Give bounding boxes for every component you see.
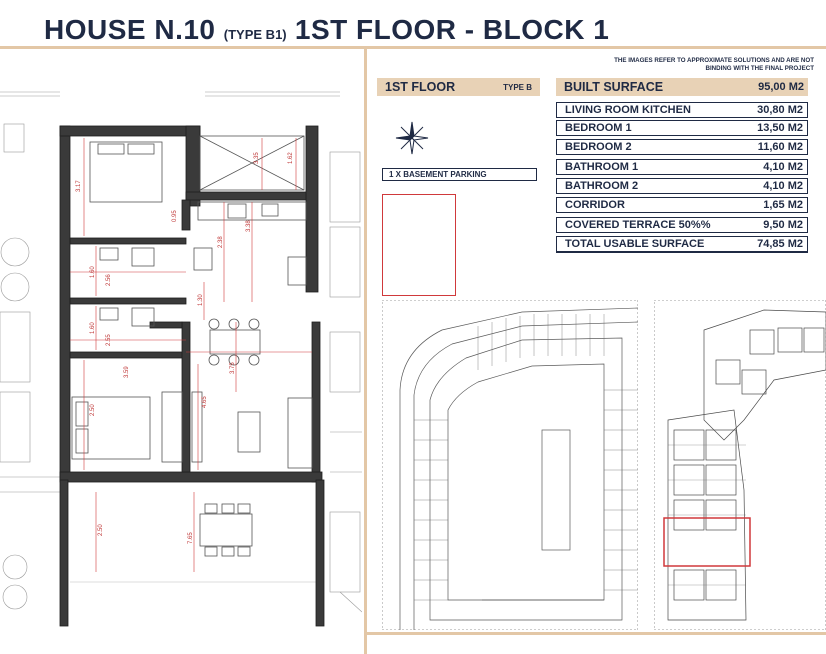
dim-label: 1.60: [90, 322, 96, 334]
row-value: 13,50 M2: [757, 122, 803, 134]
title-main: HOUSE N.10: [44, 14, 216, 45]
dim-label: 2.38: [218, 236, 224, 248]
table-row: [556, 139, 808, 155]
row-value: 4,10 M2: [763, 161, 803, 173]
disclaimer: [554, 57, 814, 73]
row-label: TOTAL USABLE SURFACE: [565, 238, 705, 250]
row-label: LIVING ROOM KITCHEN: [565, 104, 691, 116]
built-surface-header: [556, 78, 808, 96]
title-rest: 1ST FLOOR - BLOCK 1: [294, 14, 610, 45]
dim-label: 3.59: [124, 366, 130, 378]
dim-label: 4.65: [202, 396, 208, 408]
disclaimer-line-1: THE IMAGES REFER TO APPROXIMATE SOLUTIONS AND ARE NOT: [614, 57, 814, 64]
table-row-total: [556, 236, 808, 253]
dim-label: 7.65: [188, 532, 194, 544]
row-label: BEDROOM 2: [565, 141, 632, 153]
dim-label: 2.56: [106, 274, 112, 286]
row-label: CORRIDOR: [565, 199, 625, 211]
row-value: 11,60 M2: [757, 141, 803, 153]
built-surface-value: 95,00 M2: [758, 81, 804, 93]
dim-label: 1.30: [198, 294, 204, 306]
table-row: [556, 120, 808, 136]
row-label: BEDROOM 1: [565, 122, 632, 134]
dim-label: 1.62: [288, 152, 294, 164]
highlighted-unit: [664, 518, 750, 566]
title-type: (TYPE B1): [223, 27, 287, 42]
dim-label: 3.17: [76, 180, 82, 192]
floor-header: [377, 78, 540, 96]
page-title: [44, 14, 609, 46]
row-value: 30,80 M2: [757, 104, 803, 116]
floor-label: 1ST FLOOR: [385, 80, 456, 94]
dim-label: 2.55: [106, 334, 112, 346]
table-row: [556, 159, 808, 175]
parking-label: 1 X BASEMENT PARKING: [382, 168, 537, 181]
compass-icon: [392, 118, 432, 158]
table-row: [556, 217, 808, 233]
title-underline: [0, 46, 826, 49]
dim-label: 3.38: [246, 220, 252, 232]
table-row: [556, 102, 808, 118]
block-site-plan: [382, 300, 638, 630]
table-row: [556, 197, 808, 213]
floor-type: TYPE B: [503, 83, 532, 92]
row-value: 4,10 M2: [763, 180, 803, 192]
row-label: BATHROOM 2: [565, 180, 639, 192]
dim-label: 2.50: [98, 524, 104, 536]
table-row: [556, 178, 808, 194]
building-detail-plan: [654, 300, 826, 630]
dim-label: 3.75: [230, 362, 236, 374]
row-value: 9,50 M2: [763, 219, 803, 231]
row-value: 74,85 M2: [757, 238, 803, 250]
dim-label: 0.95: [172, 210, 178, 222]
dim-label: 1.60: [90, 266, 96, 278]
dim-label: 3.35: [254, 152, 260, 164]
row-label: COVERED TERRACE 50%%: [565, 219, 711, 231]
row-label: BATHROOM 1: [565, 161, 639, 173]
highlight-box: [382, 194, 456, 296]
dim-label: 2.50: [90, 404, 96, 416]
row-value: 1,65 M2: [763, 199, 803, 211]
built-surface-label: BUILT SURFACE: [564, 80, 664, 94]
vertical-divider: [364, 49, 367, 654]
bottom-rule: [367, 632, 826, 635]
disclaimer-line-2: BINDING WITH THE FINAL PROJECT: [705, 65, 814, 72]
floor-plan: [0, 52, 362, 652]
